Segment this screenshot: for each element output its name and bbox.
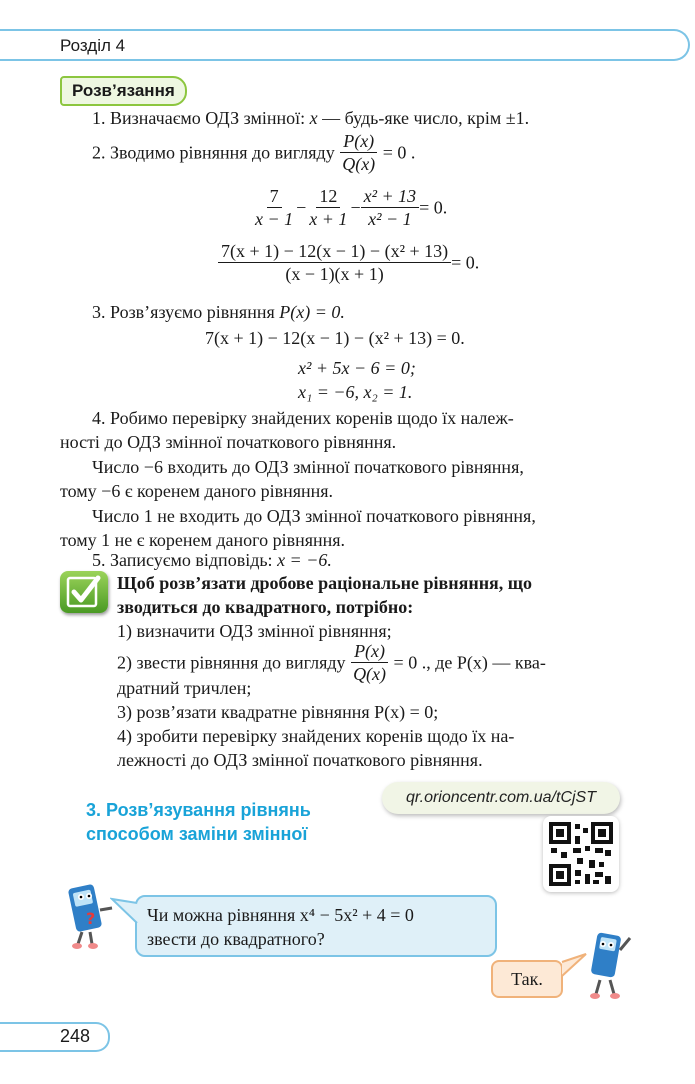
fraction-1 [252, 185, 296, 230]
combined-fraction [218, 240, 451, 285]
rule-2-tail: , де P(x) — ква- [426, 652, 546, 673]
combined-numerator: 7(x + 1) − 12(x − 1) − (x² + 13) [218, 240, 451, 263]
pq-denominator: Q(x) [342, 154, 376, 174]
rule-pq-numerator: P(x) [351, 640, 388, 663]
check-2-line-1: Число 1 не входить до ОДЗ змінної початкового рівняння, [92, 506, 536, 526]
section-title-line-1: 3. Розв’язування рівнянь [86, 800, 311, 820]
step-4-line-2: ності до ОДЗ змінної початкового рівняння. [60, 432, 397, 452]
question-bubble [135, 895, 497, 957]
question-bubble-tail [110, 895, 140, 935]
rule-4-line-2: лежності до ОДЗ змінної початкового рівняння. [117, 750, 483, 770]
qr-code-icon[interactable] [543, 816, 619, 892]
rule-2-line-2: дратний тричлен; [117, 678, 252, 698]
numerator-equation: 7(x + 1) − 12(x − 1) − (x² + 13) = 0. [205, 328, 465, 348]
step-5 [92, 548, 332, 572]
step-1-text: 1. Визначаємо ОДЗ змінної: [92, 108, 306, 128]
fraction-2 [306, 185, 350, 230]
rule-pq-denominator: Q(x) [353, 664, 387, 684]
step-2 [92, 130, 415, 175]
step-4-line-1: 4. Робимо перевірку знайдених коренів щодо їх належ- [92, 408, 514, 428]
roots: x₁ = −6, x₂ = 1. [298, 382, 413, 402]
rule-intro-2: зводиться до квадратного, потрібно: [117, 597, 414, 617]
page-number-frame [0, 1022, 110, 1052]
question-line-2: звести до квадратного? [147, 929, 325, 949]
combined-fraction-equation [218, 240, 479, 285]
answer-bubble: Так. [491, 960, 563, 998]
fraction-equation: $\frac{7}{x - 1}$ − $\frac{12}{x + 1}$ − $\frac{\text{x² + 13}}{\text{x² − 1}}$ = 0. [252, 185, 447, 230]
solution-label: Розв’язання [60, 76, 187, 106]
rule-eq-zero: = 0 . [393, 652, 427, 673]
question-line-1: Чи можна рівняння x⁴ − 5x² + 4 = 0 [147, 905, 414, 925]
combined-denominator: (x − 1)(x + 1) [285, 264, 384, 284]
phone-mascot-icon [580, 928, 640, 1002]
step-1-var: x [309, 108, 318, 128]
section-title [86, 798, 311, 846]
section-label: Розділ 4 [60, 36, 126, 55]
step-1-rest: — будь-яке число, крім ±1. [317, 108, 530, 128]
page-number: 248 [60, 1026, 91, 1046]
step-2-text: 2. Зводимо рівняння до вигляду [92, 142, 335, 163]
section-title-line-2: способом заміни змінної [86, 824, 308, 844]
pq-numerator: P(x) [340, 130, 377, 153]
check-1-line-2: тому −6 є коренем даного рівняння. [60, 481, 334, 501]
fraction-1-num: 7 [267, 185, 282, 208]
eq-zero: = 0 . [382, 142, 416, 163]
rule-3: 3) розв’язати квадратне рівняння P(x) = 0; [117, 702, 439, 722]
step-1 [92, 106, 529, 130]
rule-1: 1) визначити ОДЗ змінної рівняння; [117, 621, 392, 641]
rule-intro-1: Щоб розв’язати дробове раціональне рівняння, що [117, 573, 532, 593]
step-5-answer: x = −6. [277, 550, 332, 570]
rule-pq-fraction [350, 640, 389, 685]
step-3 [92, 300, 345, 324]
checkmark-icon [60, 571, 108, 613]
step-3-text: 3. Розв’язуємо рівняння [92, 302, 275, 322]
rule-2-text: 2) звести рівняння до вигляду [117, 652, 346, 673]
fraction-3 [361, 185, 420, 230]
step-5-text: 5. Записуємо відповідь: [92, 550, 273, 570]
pq-fraction [339, 130, 378, 175]
fraction-3-den: x² − 1 [368, 209, 412, 229]
step-3-eq: P(x) = 0. [279, 302, 345, 322]
quadratic-equation: x² + 5x − 6 = 0; [298, 358, 416, 378]
fraction-2-num: 12 [316, 185, 340, 208]
combined-eq-end: = 0. [451, 252, 480, 273]
fraction-eq-end: = 0. [419, 197, 448, 218]
check-2-line-2: тому 1 не є коренем даного рівняння. [60, 530, 346, 550]
fraction-2-den: x + 1 [309, 209, 348, 229]
svg-text:?: ? [86, 909, 96, 928]
qr-link[interactable]: qr.orioncentr.com.ua/tCjST [382, 782, 620, 814]
fraction-3-num: x² + 13 [361, 185, 420, 208]
check-1-line-1: Число −6 входить до ОДЗ змінної початкового рівняння, [92, 457, 524, 477]
rule-4-line-1: 4) зробити перевірку знайдених коренів щодо їх на- [117, 726, 515, 746]
fraction-1-den: x − 1 [255, 209, 294, 229]
